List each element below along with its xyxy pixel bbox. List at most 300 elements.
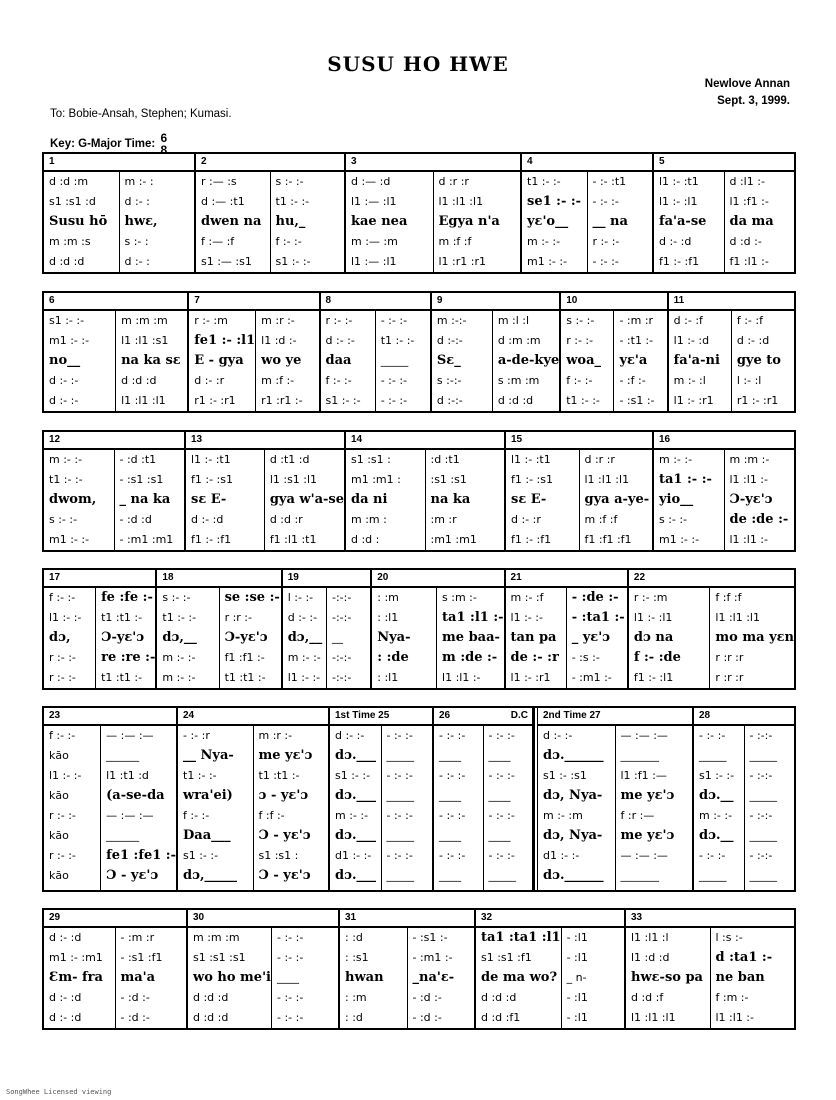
measure-number [346,432,504,450]
lyric-line: yɛ'a [619,353,648,368]
lyric-line: dɔ, Nya- [543,828,603,843]
solfa-line: r :- :m [194,314,228,327]
solfa-line: s :- :- [275,175,304,188]
solfa-line: r :- :- [592,235,620,248]
solfa-line: r1 :r1 :- [261,394,303,407]
solfa-line: - :- :- [276,1011,304,1024]
solfa-line: l1 :l1 :- [729,533,768,546]
beat-cell [629,588,710,688]
beat-cell [95,588,155,688]
measure-number [178,708,328,726]
time-sig-top: 6 [160,131,168,145]
beat-cell [615,726,693,890]
solfa-line: - :s1 :- [619,394,655,407]
solfa-line: - :f :- [619,374,646,387]
solfa-line: s1 :s1 :d [49,195,96,208]
measure-number [629,570,794,588]
measure-label: 2nd Time 27 [543,710,601,721]
solfa-line: l1 :- :- [49,769,82,782]
measure [157,570,282,688]
solfa-line: m :f :f [438,235,472,248]
lyric-line: me yɛ'ɔ [620,828,675,843]
solfa-line: s :-:- [436,374,462,387]
lyric-line: fe :fe :- [101,590,153,605]
lyric-line: dɔ.__ [699,788,734,803]
beat-cell [178,726,253,890]
lyric-line: ta1 :ta1 :l1 [481,930,561,945]
score-system [42,706,796,892]
solfa-line: _______ [620,869,659,882]
measure [694,708,794,890]
measure-label: 9 [436,295,443,306]
solfa-line: l1 :l1 :- [442,671,481,684]
solfa-line: - :s1 :- [412,931,448,944]
lyric-line: gya w'a-se [269,492,344,507]
solfa-line: l1 :- :d [673,334,710,347]
beat-cell [119,172,195,272]
solfa-line: m :r :- [258,729,293,742]
solfa-line: t1 :- :- [380,334,415,347]
measure [629,570,794,688]
solfa-line: _____ [386,829,414,842]
solfa-line: -:-:- [331,611,352,624]
solfa-line: m :l :l [497,314,530,327]
measure-number [432,293,559,311]
solfa-line: d :— :d [351,175,391,188]
lyric-line: dwom, [49,492,97,507]
solfa-line: — :— :— [620,729,668,742]
solfa-line: - :- :- [592,195,619,208]
beat-cell [253,726,329,890]
composition-date: Sept. 3, 1999. [717,95,790,107]
beat-cell [326,588,370,688]
solfa-line: - :d :- [412,1011,442,1024]
solfa-line: - :l1 [566,931,588,944]
lyric-line: ne ban [715,970,765,985]
solfa-line: r :- :m [633,591,668,604]
measure-number [476,910,624,928]
solfa-line: d :d :d [497,394,534,407]
solfa-line: - :- :- [386,769,413,782]
solfa-line: f :- :- [566,374,593,387]
solfa-line: _______ [620,749,659,762]
lyric-line: re :re :- [101,650,156,665]
measure [186,432,346,550]
solfa-line: r :- :- [49,651,76,664]
measure [44,708,178,890]
solfa-line: f :f :f [715,591,742,604]
solfa-line: m :m :m [193,931,240,944]
solfa-line: l1 :l1 :l1 [715,611,760,624]
solfa-line: m :m :s [49,235,91,248]
measure-number [44,293,187,311]
dc-marker: D.C [510,710,528,721]
solfa-line: d :- :d [49,991,82,1004]
measure-number [330,708,432,726]
measure [506,432,654,550]
measure [330,708,434,890]
measure-number [434,708,532,726]
solfa-line: kāo [49,829,69,842]
lyric-line: sɛ E- [191,492,227,507]
solfa-line: t1 :- :- [566,394,600,407]
measure [434,708,534,890]
beat-cell [709,588,794,688]
lyric-line: E - gya [194,353,244,368]
beat-cell [271,928,338,1028]
solfa-line: l1 :l1 :l1 [438,195,484,208]
solfa-line: f :- :- [183,809,210,822]
measure [522,154,654,272]
solfa-line: r :- :- [49,849,76,862]
solfa-line: s1 :- :- [275,255,311,268]
solfa-line: f :m :- [715,991,749,1004]
lyric-line: dɔ.___ [335,868,377,883]
measure-number [372,570,503,588]
solfa-line: t1 :- :- [527,175,561,188]
lyric-line: na ka [430,492,471,507]
lyric-line: hwɛ, [124,214,158,229]
lyric-line: hwan [345,970,384,985]
measure-number [157,570,280,588]
beat-cell [340,928,407,1028]
measure [196,154,346,272]
measure-number [561,293,666,311]
measure [178,708,330,890]
solfa-line: m :m :m [121,314,168,327]
solfa-line: - :- :- [276,951,304,964]
solfa-line: - :- :- [276,991,304,1004]
solfa-line: l1 :— :l1 [351,255,397,268]
beat-cell [587,172,653,272]
beat-cell [425,450,505,550]
solfa-line: _____ [386,789,414,802]
solfa-line: ____ [488,829,511,842]
beat-cell [157,588,218,688]
solfa-line: - :- :- [439,849,466,862]
solfa-line: l :- :l [736,374,762,387]
solfa-line: s1 :- :- [335,769,371,782]
solfa-line: f :- :- [325,374,352,387]
solfa-line: - :- :- [439,769,466,782]
solfa-line: - :- :- [488,729,515,742]
solfa-line: f1 :f1 :- [224,651,265,664]
solfa-line: ____ [439,749,461,762]
solfa-line: m :- :- [527,235,561,248]
solfa-line: m :-:- [436,314,467,327]
solfa-line: - :- :- [386,809,413,822]
solfa-line: s1 :s1 : [258,849,299,862]
lyric-line: dɔ, Nya- [543,788,603,803]
lyric-line: yio__ [659,492,694,507]
solfa-line: s :- :- [162,591,191,604]
lyric-line: dɔ.___ [335,788,377,803]
lyric-line: fe1 :- :l1 [194,333,256,348]
lyric-line: me yɛ'ɔ [620,788,675,803]
solfa-line: : :d [345,931,363,944]
lyric-line: Ɔ - yɛ'ɔ [258,868,311,883]
beat-cell [724,172,795,272]
solfa-line: — :— :— [106,809,154,822]
lyric-line: d :ta1 :- [715,950,773,965]
solfa-line: - :- :- [439,729,466,742]
beat-cell [407,928,475,1028]
solfa-line: - :s1 :f1 [120,951,163,964]
solfa-line: s1 :- :s1 [543,769,587,782]
measure [44,293,189,411]
solfa-line: - :- :- [439,809,466,822]
lyric-line: fa'a-ni [673,353,720,368]
composer-name: Newlove Annan [704,78,790,90]
time-sig-bottom: 8 [160,143,168,157]
solfa-line: - :-:- [749,809,773,822]
measure [626,910,794,1028]
lyric-line: ma'a [120,970,156,985]
solfa-line: f1 :l1 :t1 [269,533,317,546]
solfa-line: - :d :- [120,1011,150,1024]
solfa-line: - :-:- [749,729,773,742]
measure [188,910,340,1028]
solfa-line: - :-:- [749,849,773,862]
lyric-line: da ni [351,492,388,507]
measure [346,154,522,272]
dedication: To: Bobie-Ansah, Stephen; Kumasi. [50,108,232,120]
beat-cell [346,172,433,272]
beat-cell [724,450,795,550]
measure-label: 15 [511,434,523,445]
solfa-line: r :r :r [715,671,744,684]
solfa-line: d :d :- [729,235,762,248]
key-label: Key: G-Major Time: [50,138,156,151]
solfa-line: s1 :s1 :s1 [193,951,246,964]
solfa-line: d :- : [124,195,150,208]
solfa-line: - :d :- [412,991,442,1004]
solfa-line: f1 :- :f1 [511,533,552,546]
measure-number [669,293,794,311]
beat-cell [115,311,187,411]
solfa-line: l1 :- :r1 [673,394,714,407]
lyric-line: dɔ,__ [162,630,197,645]
solfa-line: d1 :- :- [335,849,372,862]
beat-cell [264,450,344,550]
solfa-line: ____ [439,789,461,802]
solfa-line: - :- :- [386,729,413,742]
lyric-line: Ɔ - yɛ'ɔ [258,828,311,843]
solfa-line: l1 :d :d [631,951,670,964]
solfa-line: d :m :m [497,334,541,347]
solfa-line: - :-:- [749,769,773,782]
solfa-line: - :- :- [276,931,304,944]
lyric-line: _ na ka [119,492,171,507]
solfa-line: f :f :- [258,809,285,822]
beat-cell [613,311,666,411]
measure-number [44,570,155,588]
solfa-line: ____ [276,971,299,984]
measure-label: 31 [345,912,357,923]
beat-cell [434,726,483,890]
measure-number [522,154,652,172]
solfa-line: _____ [699,749,727,762]
solfa-line: - :- :- [592,255,619,268]
solfa-line: ____ [488,789,511,802]
lyric-line: _ yɛ'ɔ [571,630,611,645]
solfa-line: f1 :- :s1 [511,473,553,486]
lyric-line: f :- :de [633,650,681,665]
measure [654,154,794,272]
composer-block [705,76,790,110]
lyric-line: se1 :- :- [527,194,582,209]
solfa-line: d :-:- [436,394,463,407]
measure [189,293,320,411]
solfa-line: - :d :d [119,513,152,526]
solfa-line: d :d :m [49,175,89,188]
solfa-line: l1 :- :- [287,671,321,684]
lyric-line: hwɛ-so pa [631,970,703,985]
measure-label: 33 [631,912,643,923]
solfa-line: - :- :- [380,374,408,387]
solfa-line: r :- :- [49,671,76,684]
solfa-line: f1 :f1 :f1 [584,533,632,546]
lyric-line: (a-se-da [106,788,165,803]
lyric-line: - :de :- [571,590,619,605]
solfa-line: ____ [488,749,511,762]
lyric-line: Ɔ-yɛ'ɔ [729,492,773,507]
solfa-line: ______ [106,749,140,762]
solfa-line: — :— :— [106,729,154,742]
measure [534,708,694,890]
measure-number [346,154,520,172]
measure-label: 4 [527,156,533,167]
solfa-line: m1 :- :- [527,255,568,268]
lyric-line: hu,_ [275,214,306,229]
measure [506,570,629,688]
solfa-line: — :— :— [620,849,668,862]
beat-cell [483,726,533,890]
solfa-line: - :m1 :m1 [119,533,174,546]
measure-label: 16 [659,434,671,445]
solfa-line: r1 :- :r1 [194,394,236,407]
solfa-line: l1 :- :- [49,611,82,624]
measure-label: 1st Time 25 [335,710,390,721]
solfa-line: m :- :m [543,809,583,822]
measure-number [283,570,371,588]
solfa-line: m :- :l [673,374,706,387]
measure-label: 14 [351,434,363,445]
solfa-line: _____ [749,869,777,882]
solfa-line: m1 :- :m1 [49,951,103,964]
page-title: SUSU HO HWE [327,52,509,76]
solfa-line: s :- :- [566,314,595,327]
solfa-line: : :m [377,591,399,604]
solfa-line: s1 :s1 : [351,453,391,466]
solfa-line: f1 :- :f1 [659,255,700,268]
solfa-line: m :- :- [162,651,196,664]
solfa-line: - :d :- [120,991,150,1004]
lyric-line: dɔ,_____ [183,868,238,883]
solfa-line: l1 :l1 :l1 [631,1011,676,1024]
lyric-line: wo ho me'i [193,970,271,985]
beat-cell [432,311,492,411]
solfa-line: f :r :— [620,809,655,822]
beat-cell [100,726,176,890]
solfa-line: l1 :- :- [510,611,543,624]
solfa-line: t1 :- :- [275,195,310,208]
measure [44,154,196,272]
solfa-line: - :t1 :- [619,334,654,347]
lyric-line: Daa___ [183,828,231,843]
solfa-line: t1 :t1 :- [101,671,143,684]
solfa-line: _____ [380,354,409,367]
beat-cell [566,588,627,688]
solfa-line: l1 :- :l1 [659,195,698,208]
beat-cell [744,726,795,890]
solfa-line: d :- :- [335,729,365,742]
beat-cell [44,311,115,411]
beat-cell [375,311,430,411]
measure [321,293,432,411]
lyric-line: ɔ - yɛ'ɔ [258,788,309,803]
measure-number [654,154,794,172]
solfa-line: m :m : [351,513,387,526]
solfa-line: - :s :- [571,651,600,664]
solfa-line: _____ [749,749,777,762]
lyric-line: dwen na [201,214,262,229]
solfa-line: d :r :r [438,175,469,188]
solfa-line: - :- :r [183,729,210,742]
solfa-line: l1 :l1 :s1 [121,334,169,347]
solfa-line: l1 :l1 :- [729,473,768,486]
measure-label: 19 [287,572,299,583]
solfa-line: d :- :d [49,1011,82,1024]
solfa-line: l1 :r1 :r1 [438,255,487,268]
lyric-line: a-de-kye [497,353,560,368]
measure-number [321,293,430,311]
measure [340,910,476,1028]
lyric-line: na ka sɛ [121,353,181,368]
solfa-line: - :- :- [380,394,408,407]
footer-watermark: SongWhee Licensed viewing [6,1088,112,1096]
solfa-line: -:-:- [331,651,352,664]
solfa-line: d :l1 :- [729,175,765,188]
lyric-line: Sɛ_ [436,353,461,368]
solfa-line: s1 :— :s1 [201,255,252,268]
solfa-line: s1 :- :- [699,769,735,782]
measure-label: 11 [673,295,685,306]
score-system [42,908,796,1030]
solfa-line: m :- :- [287,651,321,664]
solfa-line: m1 :- :- [659,533,700,546]
measure-label: 3 [351,156,357,167]
solfa-line: t1 :t1 :- [101,611,143,624]
solfa-line: m :f :f [584,513,618,526]
solfa-line: d :d :r [269,513,303,526]
beat-cell [115,928,187,1028]
solfa-line: s1 :s1 :f1 [481,951,532,964]
measure-label: 28 [699,710,711,721]
solfa-line: r1 :- :r1 [736,394,779,407]
beat-cell [694,726,744,890]
solfa-line: d :- :d [736,334,770,347]
solfa-line: d :- :r [511,513,541,526]
measure-number [538,708,692,726]
solfa-line: m :m :- [729,453,770,466]
lyric-line: de :de :- [729,512,789,527]
lyric-line: __ na [592,214,628,229]
lyric-line: fe1 :fe1 :- [106,848,176,863]
measure [44,432,186,550]
solfa-line: s1 :- :- [325,394,361,407]
beat-cell [44,450,114,550]
